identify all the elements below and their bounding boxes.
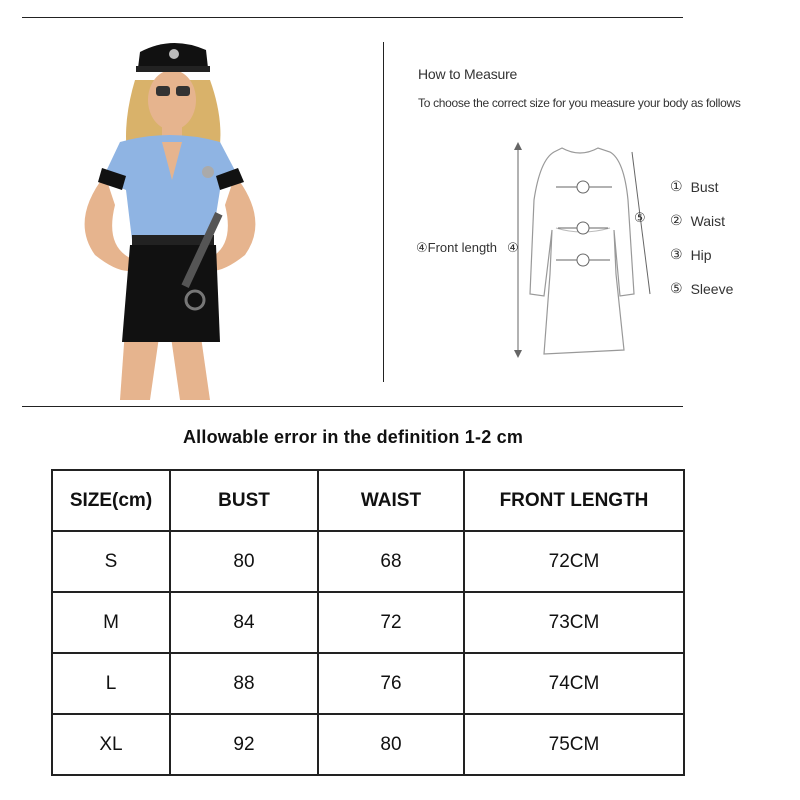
size-table <box>51 469 685 776</box>
cell-bust: 88 <box>170 653 318 714</box>
legend-label: Hip <box>690 246 712 263</box>
header-front-length: FRONT LENGTH <box>464 470 684 531</box>
legend-label: Bust <box>690 178 719 195</box>
header-size: SIZE(cm) <box>52 470 170 531</box>
table-row <box>52 714 684 775</box>
legend-waist <box>670 212 725 229</box>
table-header-row <box>52 470 684 531</box>
cell-bust: 92 <box>170 714 318 775</box>
dress-diagram <box>384 40 784 380</box>
cell-waist: 80 <box>318 714 464 775</box>
header-bust: BUST <box>170 470 318 531</box>
sleeve-marker: ⑤ <box>634 210 646 225</box>
table-row <box>52 531 684 592</box>
measure-guide <box>384 40 784 380</box>
middle-divider <box>22 406 683 407</box>
cell-bust: 84 <box>170 592 318 653</box>
front-length-number: ④ <box>507 240 519 255</box>
cell-front-length: 74CM <box>464 653 684 714</box>
cell-waist: 72 <box>318 592 464 653</box>
legend-number: ③ <box>670 246 683 262</box>
legend-sleeve <box>670 280 733 297</box>
cell-front-length: 75CM <box>464 714 684 775</box>
table-row <box>52 592 684 653</box>
cell-bust: 80 <box>170 531 318 592</box>
cell-size: M <box>52 592 170 653</box>
cell-size: L <box>52 653 170 714</box>
legend-label: Waist <box>690 212 726 229</box>
legend-number: ① <box>670 178 683 194</box>
cell-waist: 76 <box>318 653 464 714</box>
legend-label: Sleeve <box>690 280 734 297</box>
cell-size: XL <box>52 714 170 775</box>
header-waist: WAIST <box>318 470 464 531</box>
table-row <box>52 653 684 714</box>
guide-title: How to Measure <box>418 66 518 82</box>
front-length-label <box>416 240 519 256</box>
cell-front-length: 72CM <box>464 531 684 592</box>
cell-waist: 68 <box>318 531 464 592</box>
cell-size: S <box>52 531 170 592</box>
legend-hip <box>670 246 712 263</box>
legend-number: ② <box>670 212 683 228</box>
guide-subtitle: To choose the correct size for you measure your body as follows <box>418 96 741 110</box>
legend-bust <box>670 178 719 195</box>
top-divider <box>22 17 683 18</box>
front-length-text: ④Front length <box>416 240 498 255</box>
cell-front-length: 73CM <box>464 592 684 653</box>
legend-number: ⑤ <box>670 280 683 296</box>
product-photo <box>50 30 290 400</box>
allowable-error-note: Allowable error in the definition 1-2 cm <box>182 427 524 447</box>
